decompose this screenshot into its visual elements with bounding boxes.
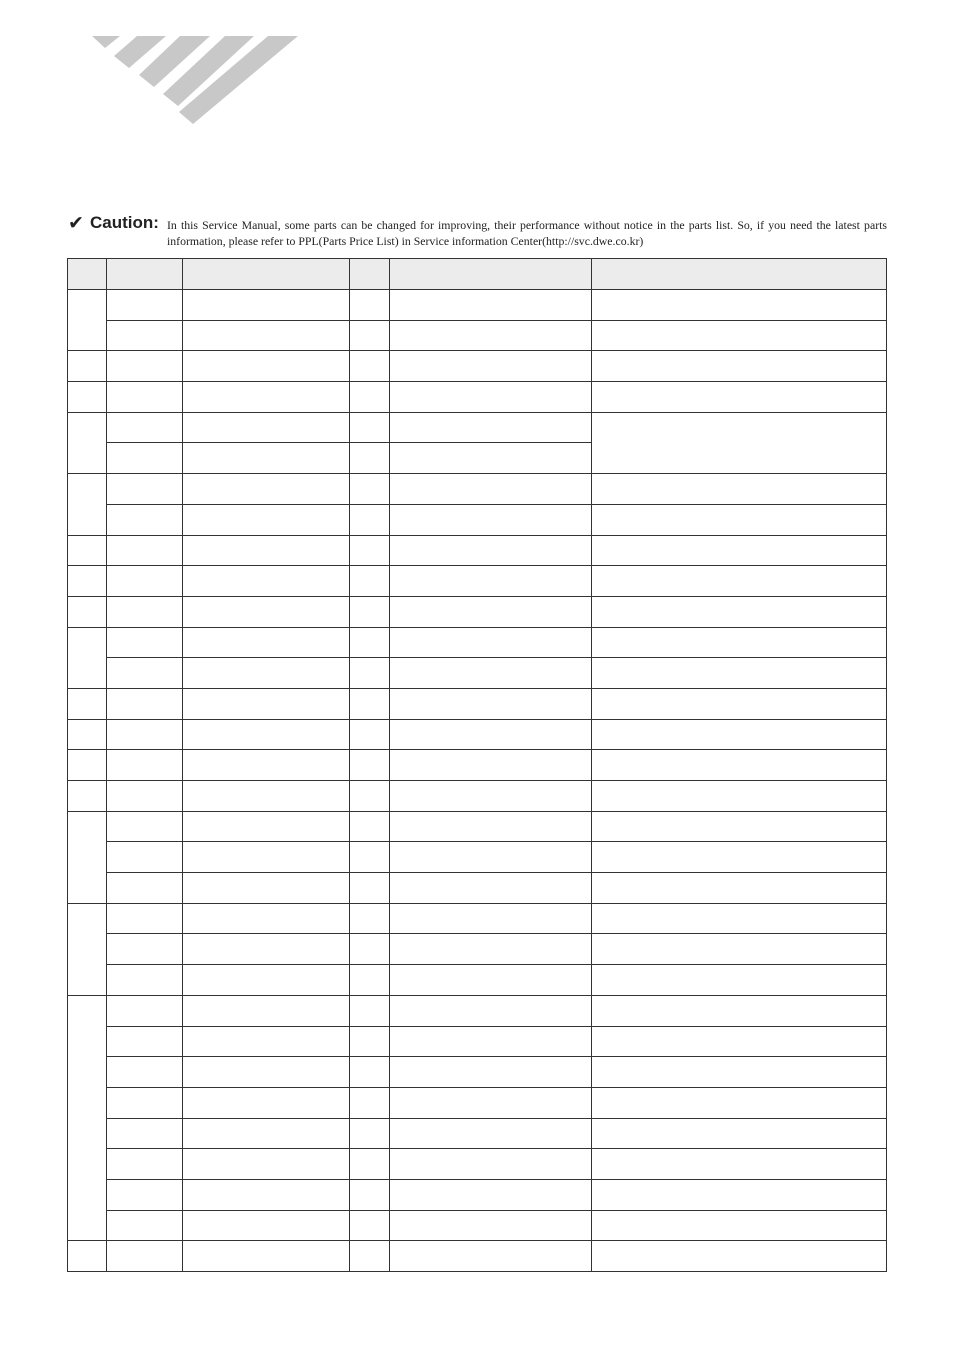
table-row [68,1087,887,1118]
group-cell [68,903,107,995]
decorative-stripes-logo [0,0,320,140]
table-row [68,1149,887,1180]
group-cell [68,351,107,382]
table-row [68,320,887,351]
table-row [68,412,887,443]
header-cell-3 [183,259,350,290]
caution-text: In this Service Manual, some parts can be changed for improving, their performance without notice in the parts list. So, if you need the latest parts information, please refer to PPL(Parts Price List) in Service information Center(http://svc.dwe.co.kr) [167,218,887,248]
group-cell [68,995,107,1241]
parts-list-table [67,258,887,1272]
table-row [68,1241,887,1272]
group-cell [68,382,107,413]
table-row [68,873,887,904]
table-row [68,965,887,996]
table-row [68,566,887,597]
table-row [68,719,887,750]
group-cell [68,1241,107,1272]
table-row [68,658,887,689]
table-row [68,1179,887,1210]
group-cell [68,412,107,473]
table-header-row [68,259,887,290]
group-cell [68,719,107,750]
header-cell-6 [592,259,887,290]
table-row [68,811,887,842]
table-row [68,1210,887,1241]
table-row [68,504,887,535]
group-cell [68,781,107,812]
table-row [68,903,887,934]
table-row [68,1026,887,1057]
table-row [68,1057,887,1088]
group-cell [68,750,107,781]
group-cell [68,566,107,597]
table-body [68,290,887,1272]
table-row [68,596,887,627]
group-cell [68,535,107,566]
table-row [68,382,887,413]
table-row [68,474,887,505]
header-cell-5 [390,259,592,290]
table-row [68,290,887,321]
header-cell-2 [107,259,183,290]
table-row [68,535,887,566]
table-row [68,688,887,719]
stripe-1 [92,36,120,48]
group-cell [68,474,107,535]
group-cell [68,627,107,688]
group-cell [68,290,107,351]
table-row [68,351,887,382]
header-cell-1 [68,259,107,290]
table-row [68,750,887,781]
table-row [68,934,887,965]
table-row [68,995,887,1026]
table-row [68,627,887,658]
group-cell [68,596,107,627]
group-cell [68,688,107,719]
header-cell-4 [350,259,390,290]
merged-cell [592,412,887,473]
table-row [68,781,887,812]
group-cell [68,811,107,903]
caution-label: Caution: [90,213,159,232]
checkmark-icon: ✔ [68,212,84,234]
table-row [68,1118,887,1149]
table-row [68,842,887,873]
